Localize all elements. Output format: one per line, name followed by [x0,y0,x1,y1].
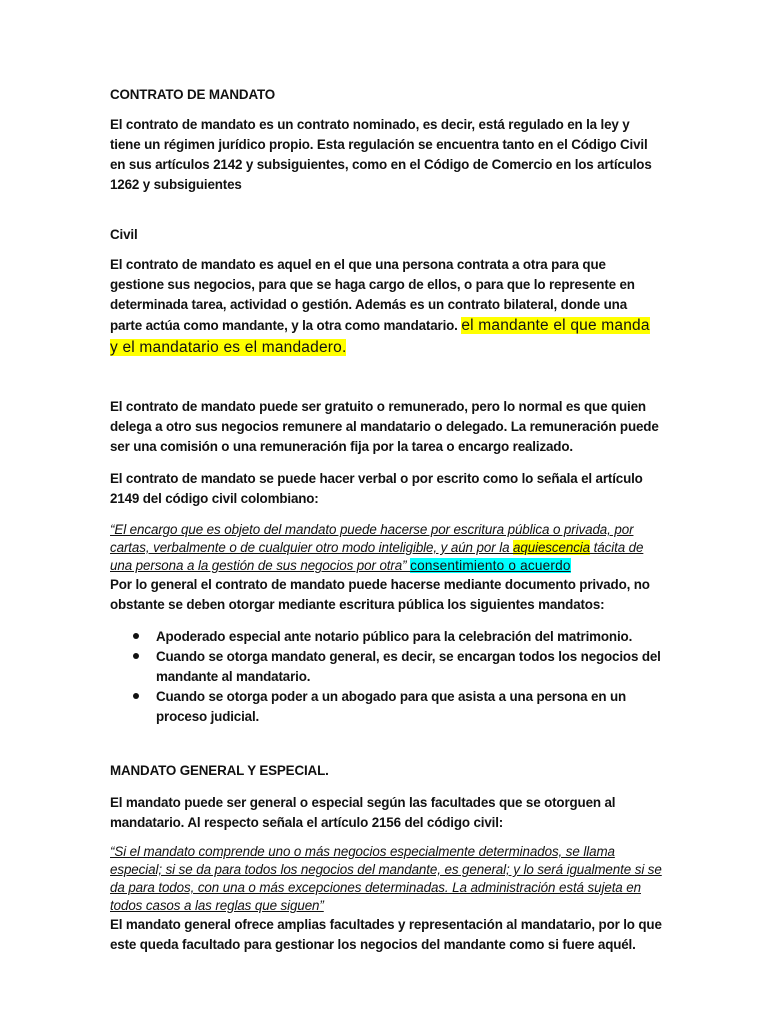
quote1-part2: tácita de una persona a la gestión de sus negocios por otra” [110,540,644,573]
section2-heading: MANDATO GENERAL Y ESPECIAL. [110,763,329,778]
civil-paragraph-text: El contrato de mandato es aquel en el que una persona contrata a otra para que gestione sus negocios, para que se haga cargo de ellos, o para que lo represente en determinada tarea, actividad o gestión. Además es un contrato bilateral, donde una parte actúa como mandante, y la otra como mandatario. [110,257,635,333]
intro-paragraph: El contrato de mandato es un contrato nominado, es decir, está regulado en la ley y tiene un régimen jurídico propio. Esta regulación se encuentra tanto en el Código Civil en sus artículos 2142 y subsiguientes, como en el Código de Comercio en los artículos 1262 y subsiguientes [110,117,652,192]
list-item: Cuando se otorga mandato general, es decir, se encargan todos los negocios del mandante al mandatario. [156,647,662,687]
quote1-highlight-word: aquiescencia [513,540,591,555]
documento-paragraph: Por lo general el contrato de mandato puede hacerse mediante documento privado, no obstante se deben otorgar mediante escritura pública los siguientes mandatos: [110,577,650,612]
bullet-icon [133,633,139,639]
bullet-icon [133,653,139,659]
quote-article-2156: “Si el mandato comprende uno o más negocios especialmente determinados, se llama especial; si se da para todos los negocios del mandante, es general; y lo será igualmente si se da para todos, con una o más excepciones determinadas. La administración está sujeta en todos casos a las reglas que siguen” [110,844,662,913]
section2-paragraph: El mandato puede ser general o especial según las facultades que se otorguen al mandatario. Al respecto señala el artículo 2156 del código civil: [110,795,616,830]
quote-article-2149 [110,521,662,575]
quote1-cyan-note: consentimiento o acuerdo [410,558,571,573]
bullet-icon [133,693,139,699]
quote1-part1: “El encargo que es objeto del mandato puede hacerse por escritura pública o privada, por cartas, verbalmente o de cualquier otro modo inteligible, y aún por la [110,522,634,555]
final-paragraph: El mandato general ofrece amplias facultades y representación al mandatario, por lo que este queda facultado para gestionar los negocios del mandante como si fuere aquél. [110,917,662,952]
gratuito-paragraph: El contrato de mandato puede ser gratuito o remunerado, pero lo normal es que quien delega a otro sus negocios remunere al mandatario o delegado. La remuneración puede ser una comisión o una remuneración fija por la tarea o encargo realizado. [110,399,659,454]
document-title: CONTRATO DE MANDATO [110,87,276,102]
list-item: Apoderado especial ante notario público para la celebración del matrimonio. [156,627,662,647]
verbal-paragraph: El contrato de mandato se puede hacer verbal o por escrito como lo señala el artículo 2149 del código civil colombiano: [110,471,643,506]
list-item: Cuando se otorga poder a un abogado para que asista a una persona en un proceso judicial. [156,687,662,727]
civil-heading: Civil [110,227,138,242]
civil-paragraph [110,255,662,359]
mandatos-list [110,627,662,727]
civil-highlight-note: el mandante el que manda y el mandatario es el mandadero. [110,317,650,356]
